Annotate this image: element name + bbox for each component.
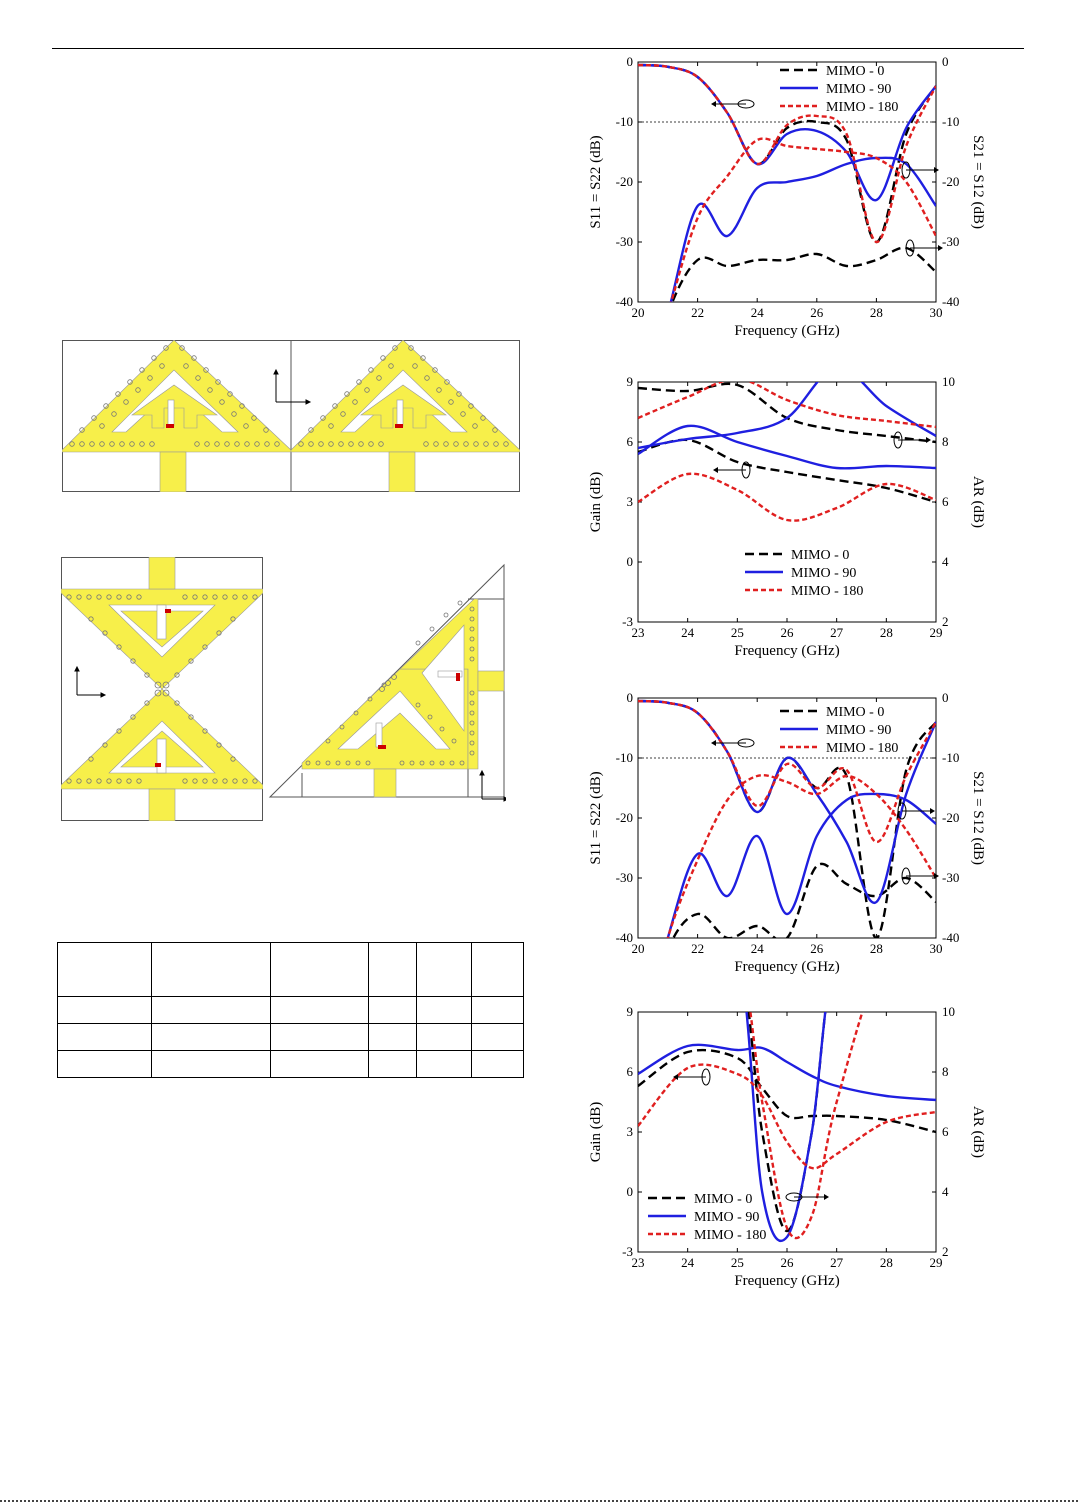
x-tick-label: 24 xyxy=(750,941,764,956)
x-tick-label: 26 xyxy=(810,941,824,956)
y2-tick-label: -10 xyxy=(942,114,960,129)
y-tick-label: 0 xyxy=(626,54,633,69)
antenna-figure-side-by-side xyxy=(62,340,520,492)
y-tick-label: 0 xyxy=(626,554,633,569)
y2-tick-label: 0 xyxy=(942,690,949,705)
legend-label: MIMO - 0 xyxy=(694,1192,753,1207)
y2-axis-label: AR (dB) xyxy=(970,1105,986,1159)
chart-gain-ar-a xyxy=(580,370,1000,665)
annotation-arrowhead xyxy=(926,437,931,443)
annotation-arrowhead xyxy=(711,740,716,746)
legend-label: MIMO - 180 xyxy=(826,100,899,115)
legend-label: MIMO - 0 xyxy=(791,548,850,563)
x-tick-label: 24 xyxy=(750,305,764,320)
x-tick-label: 26 xyxy=(810,305,824,320)
x-tick-label: 23 xyxy=(631,625,645,640)
legend-label: MIMO - 90 xyxy=(826,723,892,738)
y2-axis-label: S21 = S12 (dB) xyxy=(970,135,986,229)
x-tick-label: 30 xyxy=(929,941,943,956)
x-tick-label: 22 xyxy=(691,941,705,956)
y-tick-label: -3 xyxy=(622,1244,633,1259)
y2-tick-label: 6 xyxy=(942,1124,949,1139)
y2-tick-label: 6 xyxy=(942,494,949,509)
x-tick-label: 25 xyxy=(730,1255,744,1270)
y2-tick-label: -30 xyxy=(942,870,960,885)
x-tick-label: 20 xyxy=(631,941,645,956)
x-tick-label: 28 xyxy=(879,1255,893,1270)
series-line-mimo-180-gain xyxy=(638,474,936,521)
y-tick-label: -20 xyxy=(615,810,633,825)
chart-sparam-b xyxy=(580,686,1000,976)
series-line-mimo-90-gain xyxy=(638,426,936,469)
x-axis-label: Frequency (GHz) xyxy=(734,643,840,659)
legend-label: MIMO - 90 xyxy=(826,82,892,97)
legend-label: MIMO - 180 xyxy=(791,584,864,599)
series-line-mimo-180-ar xyxy=(638,379,936,427)
parameter-table xyxy=(57,942,524,1078)
y2-tick-label: -40 xyxy=(942,294,960,309)
legend-label: MIMO - 180 xyxy=(694,1228,767,1243)
x-tick-label: 27 xyxy=(830,625,844,640)
y-tick-label: -3 xyxy=(622,614,633,629)
x-tick-label: 27 xyxy=(830,1255,844,1270)
x-tick-label: 29 xyxy=(929,1255,943,1270)
antenna-figure-mirrored xyxy=(61,557,263,821)
header-rule xyxy=(52,48,1024,49)
x-tick-label: 25 xyxy=(730,625,744,640)
series-line-mimo-180-s21 xyxy=(638,775,936,976)
y-tick-label: 6 xyxy=(626,1064,633,1079)
y-axis-label: Gain (dB) xyxy=(588,1101,604,1163)
footer-rule xyxy=(0,1500,1078,1502)
y2-tick-label: 10 xyxy=(942,1004,955,1019)
annotation-arrowhead xyxy=(824,1194,829,1200)
annotation-arrowhead xyxy=(930,808,935,814)
y2-tick-label: 4 xyxy=(942,1184,949,1199)
annotation-arrowhead xyxy=(713,467,718,473)
y-tick-label: -30 xyxy=(615,234,633,249)
legend-label: MIMO - 180 xyxy=(826,741,899,756)
series-line-mimo-90-gain xyxy=(638,1045,936,1100)
chart-gain-ar-b xyxy=(580,1000,1000,1300)
x-axis-label: Frequency (GHz) xyxy=(734,1273,840,1289)
series-line-mimo-0-gain xyxy=(638,440,936,502)
y2-tick-label: -40 xyxy=(942,930,960,945)
x-tick-label: 28 xyxy=(869,305,883,320)
y2-tick-label: 10 xyxy=(942,374,955,389)
x-tick-label: 30 xyxy=(929,305,943,320)
x-tick-label: 23 xyxy=(631,1255,645,1270)
y-tick-label: 9 xyxy=(626,1004,633,1019)
y2-tick-label: 8 xyxy=(942,1064,949,1079)
x-tick-label: 26 xyxy=(780,1255,794,1270)
y-tick-label: 6 xyxy=(626,434,633,449)
x-axis-label: Frequency (GHz) xyxy=(734,323,840,339)
x-tick-label: 28 xyxy=(879,625,893,640)
y-tick-label: 3 xyxy=(626,494,633,509)
y-axis-label: Gain (dB) xyxy=(588,471,604,533)
y-tick-label: 3 xyxy=(626,1124,633,1139)
x-tick-label: 22 xyxy=(691,305,705,320)
y2-tick-label: -20 xyxy=(942,810,960,825)
x-tick-label: 24 xyxy=(681,625,695,640)
x-tick-label: 24 xyxy=(681,1255,695,1270)
y-tick-label: -10 xyxy=(615,750,633,765)
legend-label: MIMO - 90 xyxy=(694,1210,760,1225)
x-tick-label: 29 xyxy=(929,625,943,640)
annotation-arrowhead xyxy=(711,101,716,107)
series-line-mimo-90-s21 xyxy=(638,158,936,350)
y-tick-label: 9 xyxy=(626,374,633,389)
chart-sparam-a xyxy=(580,50,1000,350)
y-tick-label: -40 xyxy=(615,294,633,309)
y-tick-label: 0 xyxy=(626,1184,633,1199)
y2-tick-label: 2 xyxy=(942,614,949,629)
y-tick-label: -10 xyxy=(615,114,633,129)
legend-label: MIMO - 0 xyxy=(826,705,885,720)
y2-tick-label: 8 xyxy=(942,434,949,449)
y2-tick-label: 0 xyxy=(942,54,949,69)
y-axis-label: S11 = S22 (dB) xyxy=(588,771,604,865)
y2-tick-label: 2 xyxy=(942,1244,949,1259)
legend-label: MIMO - 90 xyxy=(791,566,857,581)
legend-label: MIMO - 0 xyxy=(826,64,885,79)
x-axis-label: Frequency (GHz) xyxy=(734,959,840,975)
y-tick-label: -30 xyxy=(615,870,633,885)
y2-tick-label: -20 xyxy=(942,174,960,189)
y2-axis-label: AR (dB) xyxy=(970,475,986,529)
y2-tick-label: -10 xyxy=(942,750,960,765)
antenna-figure-orthogonal xyxy=(268,563,506,803)
series-line-mimo-0-ar xyxy=(638,384,936,442)
x-tick-label: 20 xyxy=(631,305,645,320)
x-tick-label: 26 xyxy=(780,625,794,640)
x-tick-label: 28 xyxy=(869,941,883,956)
y-axis-label: S11 = S22 (dB) xyxy=(588,135,604,229)
y-tick-label: 0 xyxy=(626,690,633,705)
y2-tick-label: 4 xyxy=(942,554,949,569)
y2-axis-label: S21 = S12 (dB) xyxy=(970,771,986,865)
y2-tick-label: -30 xyxy=(942,234,960,249)
y-tick-label: -40 xyxy=(615,930,633,945)
y-tick-label: -20 xyxy=(615,174,633,189)
